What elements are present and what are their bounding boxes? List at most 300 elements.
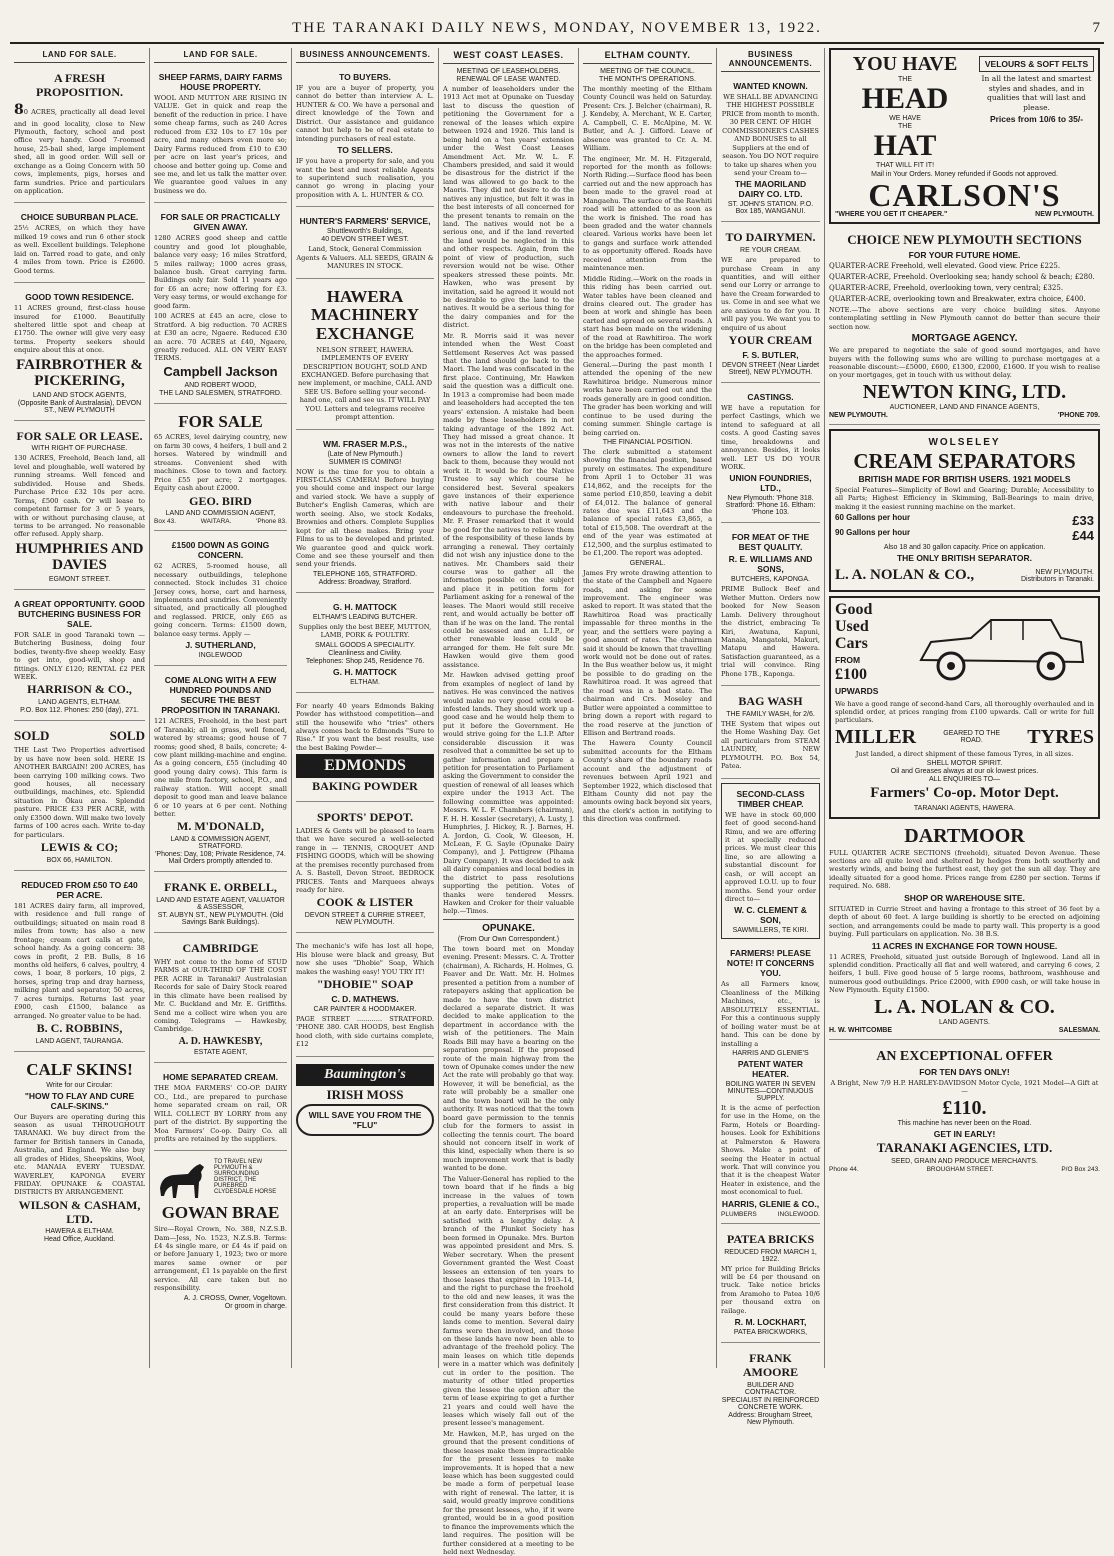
advertiser-address: 40 DEVON STREET WEST. [321, 236, 409, 244]
cars-price: £100 [835, 665, 867, 683]
advertiser-sub: BUILDER AND CONTRACTOR. [744, 1381, 797, 1396]
advertiser-name: WILSON & CASHAM, LTD. [18, 1197, 141, 1226]
advertiser-sub: LAND AND STOCK AGENTS, [32, 391, 127, 399]
brand-name: "DHOBIE" SOAP [316, 976, 414, 991]
column-header: LAND FOR SALE. [14, 48, 145, 63]
column-land-for-sale-2 [150, 48, 292, 1368]
ad-sheep-farms [154, 67, 287, 203]
ad-text: The mechanic's wife has lost all hope, His blouse were black and greasy, But now she uses "Dhobie" Soap, Which makes the washing easy! YOU TRY IT! [296, 942, 434, 976]
advertiser-sub: ESTATE AGENT, [193, 1049, 248, 1057]
advertiser-address: Address: Broadway, Stratford. [318, 578, 412, 586]
town: NEW PLYMOUTH. [829, 411, 888, 419]
advertiser-sub: BUTCHERS, KAPONGA. [731, 576, 810, 584]
ad-text: LADIES & Gents will be pleased to learn that we have secured a well-selected range in — TENNIS, CROQUET AND FISHING GOODS, which will be showing at the premises recently purchased from A. S. Bastell, Devon Street. BEDROCK PRICES. Tents and Marquees always ready for hire. [296, 826, 434, 894]
ad-text-2: SITUATED in Currie Street and having a frontage to this street of 36 feet by a depth of about 60 feet. A large building is shortly to be erected on adjoining section, and arrangements could be made to party wall. This property is a good buying. Full particulars on application. No. 38 B.S. [829, 904, 1100, 939]
salesman-row [829, 1027, 1100, 1034]
street: BROUGHAM STREET. [926, 1165, 994, 1173]
advertiser-name: FRANK AMOORE [742, 1351, 799, 1379]
ad-title: DARTMOOR [904, 824, 1025, 847]
town: NEW PLYMOUTH. [1035, 211, 1094, 218]
column-header: LAND FOR SALE. [154, 48, 287, 63]
price-range: Prices from 10/6 to 35/- [989, 114, 1084, 125]
ad-patea-bricks [721, 1228, 820, 1343]
page-number: 7 [1092, 20, 1100, 36]
article-paragraph: The monthly meeting of the Eltham County Council was held on Saturday. Present: Crs. J. Belcher (chairman), R. J. Kendeby, A. Merchant, W. E. Carter, A. Campbell, C. E. McAlpine, M. W. Butler, and A. J. Gifford. Leave of absence was granted to Cr. A. M. William. [583, 85, 712, 153]
advertiser-phone: 'Phones: Day, 108; Private Residence, 74. Mail Orders promptly attended to. [155, 851, 286, 866]
advertiser-name: R. E. WILLIAMS AND SONS, [728, 554, 813, 575]
ad-subtitle: BRITISH MADE FOR BRITISH USERS. 1921 MODELS [858, 473, 1071, 484]
ad-summer: SUMMER IS COMING! [328, 458, 402, 466]
ad-dairymen [721, 226, 820, 383]
ad-title: SHEEP FARMS, DAIRY FARMS HOUSE PROPERTY. [158, 72, 283, 92]
advertiser-address: (Opposite Bank of Australasia), DEVON ST., NEW PLYMOUTH [17, 399, 142, 414]
ad-dartmoor [829, 823, 1100, 1040]
ad-title: FOR MEAT OF THE BEST QUALITY. [731, 532, 810, 553]
advertiser-town: PATEA BRICKWORKS, [733, 1329, 808, 1337]
advertiser-sub: TARANAKI AGENTS, HAWERA. [913, 804, 1016, 812]
felts-text: In all the latest and smartest styles and shades, and in qualities that will last and please. [981, 74, 1092, 112]
car-illustration-icon [911, 602, 1091, 692]
ad-text: 181 ACRES dairy farm, all improved, with residence and full range of outbuildings; situated on main road 8 miles from town; has also a new frontage; cream cart calls at gate, school handy. As a going concern: 38 cows in profit, 2 P.B. Bulls, 8 16 months old heifers, 6 calves, poultry, 4 cows, 1 boar, 8 porkers, 10 pigs, 2 horses, spring trap and dray harness, milking plant and separator, 50 acres, 7 acres turnips. Returns last year £900, cash £1500, balance as arranged. No greater value to be had. [14, 901, 145, 1020]
advertiser-name: HARRIS AND GLENIE'S [732, 1049, 809, 1057]
advertiser-spec: SPECIALIST IN REINFORCED CONCRETE WORK. [721, 1396, 820, 1411]
cars-line: Used [835, 618, 869, 636]
ad-cambridge [154, 937, 287, 1063]
agent-sub: NEW PLYMOUTH. Distributors in Taranaki. [1020, 568, 1094, 583]
ad-subtitle: SHOP OR WAREHOUSE SITE. [904, 892, 1025, 903]
advertiser-contact [829, 412, 1100, 419]
ad-title: CREAM SEPARATORS [853, 448, 1076, 473]
ad-sections [829, 228, 1100, 425]
ad-irish-moss [296, 1061, 434, 1144]
advertiser-sub: AUCTIONEER, LAND AND FINANCE AGENTS, [889, 403, 1040, 411]
ad-title: HOME SEPARATED CREAM. [163, 1072, 278, 1083]
ad-text: A Bright, New 7/9 H.P. HARLEY-DAVIDSON Motor Cycle, 1921 Model—A Gift at— [830, 1078, 1099, 1096]
advertiser-sub: HAWERA & ELTHAM. [45, 1228, 114, 1236]
brand-logo: EDMONDS [296, 754, 434, 778]
box: Box 43. [154, 518, 177, 526]
section-note: NOTE.—The above sections are very choice building sites. Anyone contemplating settling in New Plymouth cannot do better than secure their section now. [829, 305, 1100, 331]
column-header: BUSINESS ANNOUNCEMENTS. [721, 48, 820, 72]
article-subhead: MEETING OF LEASEHOLDERS. [456, 68, 561, 75]
section-item: QUARTER-ACRE, overlooking town and Breakwater, extra choice, £400. [829, 294, 1086, 303]
ad-clean: Cleanliness and Civility. [328, 649, 402, 657]
ad-title: A GREAT OPPORTUNITY. GOOD BUTCHERING BUSINESS FOR SALE. [14, 598, 145, 629]
ad-text: WE are prepared to purchase Cream in any quantities, and will either send our Lorry or arrange to have the Cream forwarded to us. Come in and see what we are anxious to do for you. It will pay you. We want you to enquire of us about [721, 256, 820, 332]
article-title: OPUNAKE. [482, 922, 535, 934]
advertiser-sub: LAND AGENTS, ELTHAM. [38, 699, 121, 707]
advertiser-name: NEWTON KING, LTD. [862, 380, 1067, 403]
advertiser-name: Farmers' Co-op. Motor Dept. [870, 785, 1059, 802]
ad-text: We have a good range of second-hand Cars, all thoroughly overhauled and in splendid order, at prices ranging from £100 upwards. Call or write for full particulars. [835, 699, 1094, 725]
hat-layout [835, 54, 1094, 170]
article-subhead-2: THE MONTH'S OPERATIONS. [599, 76, 696, 83]
ad-title-2: YOUR CREAM [728, 333, 813, 348]
advertiser-phone: P.O. Box 112. Phones: 250 (day), 271. [20, 707, 139, 715]
ad-text: 121 ACRES, Freehold, in the best part of Taranaki; all in grass, well fenced, watered by streams; good house of 7 rooms; good shed, 8 bails, concrete; 4-cow plant milking-machine and engine. As a going concern, £55 (including 40 good young dairy cows). This farm is one mile from factory, school, P.O., and railway station. Will accept small deposit to good man and leave balance 6 or 10 years at 6 per cent. Nothing better. [154, 717, 287, 819]
hat-left [835, 54, 975, 170]
advertiser-office: Head Office, Auckland. [43, 1236, 116, 1244]
advertiser-name: A. D. HAWKESBY, [178, 1035, 263, 1047]
column-land-for-sale-1 [10, 48, 150, 1368]
advertiser-name: L. A. NOLAN & CO. [874, 995, 1055, 1018]
advertiser-town: INGLEWOOD [198, 652, 243, 660]
advertiser-address: DEVON STREET & CURRIE STREET, NEW PLYMOUTH. [304, 912, 426, 927]
ad-text: WOOL AND MUTTON ARE RISING IN VALUE. Get in quick and reap the benefit of the reduction in price. I have some cheap farms, such as 240 Acres reduced from £32 10s to £7 10s per acre, and many others even more so; Dairy Farms reduced from £10 to £30 per acre on last year's prices, and choose and better going up. Come and see me, and let us talk the matter over. We guarantee good values in any business we do. [154, 94, 287, 195]
capacity-price: £44 [1072, 528, 1094, 544]
price-row [835, 528, 1094, 543]
ad-title: HAWERA MACHINERY EXCHANGE [310, 286, 419, 343]
ad-text-2: 100 ACRES at £45 an acre, close to Stratford. A big reduction. 70 ACRES at £30 an acre, Ngaere. Reduced £30 an acre. 70 ACRES at £40, Ngaere, greatly reduced. ALL ON VERY EASY TERMS. [154, 312, 287, 363]
ad-subtitle-2: 11 ACRES IN EXCHANGE FOR TOWN HOUSE. [871, 940, 1058, 951]
article-paragraph: General.—During the past month I attended the opening of the new Rawhitiroa bridge. Numerous minor works have been carried out and the roads generally are in good condition. The grader has been working and will continue to be used during the coming summer. Shingle cartage is being carried on. [583, 361, 712, 437]
advertiser-sub: SAWMILLERS, TE KIRI. [732, 927, 809, 935]
article-paragraph: James Fry wrote drawing attention to the state of the Campbell and Ngaere roads, and asking for some improvement. The engineer was asked to report. It was stated that the Rawhitiroa Road was practically impassable for three months in the year, and the settlers were paying a good amount of rates. The chairman said it should be known that travelling work would not be done out of rates. In the Bus weather below us, it might be possible to do grading on the Rawhitiroa road. It was agreed that the road was in a bad state. The chairman and Crs. Moseley and Butler were appointed a committee to bring down a report with regard to the road reserve at the junction of Ellison and Bertrand roads. [583, 568, 713, 737]
enquiries: ALL ENQUIRIES TO— [928, 776, 1001, 784]
ad-text: WE have a reputation for perfect Castings, which we intend to safeguard at all costs. A good Casting saves time, breakdowns and annoyance. Besides, it looks well. LET US DO YOUR WORK. [721, 403, 820, 471]
article-paragraph: The engineer, Mr. M. H. Fitzgerald, reported for the month as follows: North Riding.—Surface flood has been carried out and the new approach has been made to the gravel road at Mangaehu. The surface of the Rawhiti road will be attended to as soon as the work is finished. The road has been graded and the water channels cleared. Various works have been let to gangs and surface work attended to as opportunity offered. Roads have received attention from the maintenance men. [583, 154, 713, 273]
ad-text: 11 ACRES ground, first-class house insured for £1000. Beautifully sheltered little spot and cheap at £1750. The owner will give very easy terms. Property seekers should enquire about this at once. [14, 304, 145, 355]
ad-text: WE SHALL BE ADVANCING THE HIGHEST POSSIBLE PRICE from month to month. 30 PER CENT. OF HIGH COMMISSIONER'S CASHES AND BONUSES to all Suppliers at the end of season. You DO NOT require to take up shares when you send your Cream to— [721, 93, 820, 177]
ad-subtitle: REDUCED FROM MARCH 1, 1922. [724, 1248, 817, 1263]
ad-small-goods: SMALL GOODS A SPECIALITY. [315, 641, 415, 649]
advertiser-name: LEWIS & CO; [40, 840, 119, 855]
advertiser-name: HUMPHRIES AND DAVIES [15, 540, 144, 574]
article-paragraph: The clerk submitted a statement showing the financial position, based purely on estimates. The expenditure from April 1 to October 31 was £14,862, and the receipts for the same period £10,850, leaving a debit of £4,012. The balance of general rates due was £11,643 and the balance of special rates £3,865, a total of £15,508. The overdraft at the end of the year was estimated at £12,500, and the surplus estimated to be £1,200. The report was adopted. [583, 447, 712, 558]
horse-intro: TO TRAVEL NEW PLYMOUTH & SURROUNDING DISTRICT, THE PUREBRED CLYDESDALE HORSE [214, 1159, 277, 1196]
ad-text: 1280 ACRES good sheep and cattle country and good lot ploughable, balance very easy; 16 miles Stratford, 5 miles railway; 1000 acres grass, balance bush. Great carrying farm. Buildings only fair. Sold 11 years ago for £6 an acre; now offering for £3. Very easy terms, or would exchange for good farm. [154, 234, 287, 310]
ad-title: ELTHAM'S LEADING BUTCHER. [312, 613, 418, 621]
ad-quote: "HOW TO FLAY AND CURE CALF-SKINS." [24, 1090, 135, 1111]
advertiser-name: W. C. CLEMENT & SON, [734, 905, 807, 926]
ad-butchering [14, 594, 145, 721]
hat-line: THE [898, 76, 912, 83]
shell-spirit: SHELL MOTOR SPIRIT. [926, 760, 1003, 768]
offer-note: This machine has never been on the Road. [897, 1119, 1032, 1127]
advertiser-phone: TELEPHONE 165, STRATFORD. [312, 570, 418, 578]
cars-line: Cars [835, 635, 868, 653]
ad-text: Special Features—Simplicity of Bowl and Gearing; Durable; Accessibility to all Parts; Highest Efficiency in Skimming, Ball-Bearings to main drive, making it the easiest running machine on the market. [835, 485, 1094, 511]
ad-dhobie [296, 937, 434, 1056]
advertiser-sub: SEED, GRAIN AND PRODUCE MERCHANTS. [891, 1157, 1038, 1165]
tyre-slogan: GEARED TO THE ROAD. [943, 730, 1001, 745]
ad-mattock [296, 597, 434, 693]
advertiser-sub: LAND AND ESTATE AGENT, VALUATOR & ASSESSOR, [156, 897, 285, 912]
ad-text: For nearly 40 years Edmonds Baking Powder has withstood competition—and still the housewife who "tries" others always comes back to Edmonds "Sure to Rise." If you want the best results, use the best Baking Powder— [296, 701, 434, 752]
divider [443, 919, 574, 920]
ad-timber [721, 783, 820, 940]
salesman-label: SALESMAN. [1058, 1026, 1100, 1034]
ad-title: FOR SALE OR PRACTICALLY GIVEN AWAY. [160, 212, 281, 233]
sold-left: SOLD [14, 728, 50, 744]
advertiser-sub: LAND & COMMISSION AGENT, STRATFORD. [170, 836, 271, 851]
ad-orbell [154, 876, 287, 933]
hat-line: HEAD [861, 82, 949, 115]
article-paragraph: A number of leaseholders under the 1913 Act met at Opunake on Tuesday last to discuss the question of petitioning the Government for a renewal of the leases which expire between 1924 and 1926. This land is being held on a 'ten years' extension under the West Coast Leases Amendment Act. Mr. W. L. F. Chambers presided, and said it would be disastrous for the district if the land was allowed to go back to the Maoris. They did not desire to do the natives any injustice, but felt it was in the best interests of all concerned for the present tenants to remain on the land. The natives would not be a serious one, and if the land reverted the land would be neglected in this and other respects. Again, from the point of view of production, such reversion would not be wise. Other speakers stressed these points. Mr. Hawken, who was present by invitation, said he agreed it would not be desirable to give the land to the natives. It would be a serious thing for the dairy companies and for the district. [443, 85, 574, 330]
horse-icon [154, 1158, 210, 1202]
ad-subtitle: WITH RIGHT OF PURCHASE. [31, 445, 128, 453]
advertiser-name: M. M'DONALD, [177, 819, 264, 834]
article-subhead-4: GENERAL. [629, 559, 666, 567]
tyre-word: TYRES [1027, 725, 1094, 748]
article-subhead-2: RENEWAL OF LEASE WANTED. [456, 76, 561, 83]
ad-text: WHY not come to the home of STUD FARMS at OUR-THIRD OF THE COST PER ACRE in Taranaki? Australasian Records for sale of Dairy Stock reared in this climate have been realised by Mr. C. Buckland and Mr. E. Griffiths. Send me a collect wire when you are coming. Telegrams — Hawkesby, Cambridge. [154, 957, 287, 1034]
ad-text-3: 11 ACRES, Freehold, situated just outside Borough of Inglewood. Land all in splendid condition. Practically all flat and well watered, and carrying 6 cows, 2 heifers, 1 bull. Five good house of 5 large rooms, bathroom, washhouse and numerous good outbuildings. Price £2000, with £900 cash, or will take house in New Plymouth. Equity £1500. [829, 952, 1100, 995]
groom: Or groom in charge. [224, 1302, 287, 1310]
sold-right: SOLD [109, 728, 145, 744]
ad-text-2: IF you have a property for sale, and you want the best and most reliable Agents to superintend such realisation, you cannot go wrong in placing your proposition with A. L. HUNTER & CO. [296, 157, 434, 199]
offer-early: GET IN EARLY! [933, 1128, 996, 1139]
ad-side: THE FAMILY WASH, for 2/6. [726, 711, 815, 719]
advertiser-sub: LAND AGENT, TAURANGA. [35, 1037, 124, 1045]
ad-text: THE System that wipes out the Home Washing Day. Get all particulars from STEAM LAUNDRY, NEW PLYMOUTH. P.O. Box 54, Patea. [721, 720, 820, 771]
advertiser-name-2: G. H. MATTOCK [333, 666, 397, 677]
advertiser-address: ST. AUBYN ST., NEW PLYMOUTH. (Old Savings Bank Buildings). [157, 912, 284, 927]
cars-from: FROM [835, 654, 861, 665]
town: INGLEWOOD. [777, 1210, 820, 1218]
tyres-row [835, 727, 1094, 748]
ad-text: PRIME Bullock Beef and Wether Mutton. Orders now booked for New Season Lamb. Delivery throughout the district, embracing Te Kiri, Awatuna, Kapuni, Manaia, Mangatoki, Makuri, Matapu and Hawera. Satisfaction guaranteed, as a trial will convince. Ring Phone 17B., Kaponga. [721, 585, 820, 678]
column-eltham-county [579, 48, 717, 1368]
ad-title: CHOICE NEW PLYMOUTH SECTIONS [847, 232, 1082, 247]
advertiser-name: B. C. ROBBINS, [36, 1021, 123, 1036]
ad-sports-depot [296, 806, 434, 933]
ad-calf-skins [14, 1056, 145, 1250]
capacity-label: 90 Gallons per hour [835, 528, 911, 538]
advertiser-phone: Telephones: Shop 245, Residence 76. [305, 657, 425, 665]
ad-fraser [296, 434, 434, 593]
ad-text-2: It is the acme of perfection for use in the Home, on the Farm, Hotels or Boarding-houses. Look for Exhibitions at Palmerston & Hawera Shows. Make a point of seeing the Heater in actual work. That will convince you that it is the cheapest Water Heater in existence, and the most economical to fuel. [721, 1103, 820, 1197]
ad-text: THE MOA FARMERS' CO-OP. DAIRY CO., Ltd., are prepared to purchase home separated cream on rail, OR WILL COLLECT BY LORRY from any part of the district. By supporting the Moa Farmers' Co-op. Dairy Co. all profits are retained by the suppliers. [154, 1084, 287, 1143]
also-text: Also 18 and 30 gallon capacity. Price on application. [883, 544, 1046, 552]
ad-text: NELSON STREET, HAWERA. IMPLEMENTS OF EVERY DESCRIPTION BOUGHT, SOLD AND EXCHANGED. Before purchasing that new implement, or machine, CALL AND SEE US. Before selling your second-hand one, call and see us. IT WILL PAY YOU. Letters and telegrams receive prompt attention. [298, 345, 432, 422]
ad-title: £1500 DOWN AS GOING CONCERN. [171, 540, 270, 561]
column-business-1 [292, 48, 439, 1368]
ad-title: TO BUYERS. [339, 72, 391, 82]
agent-name: L. A. NOLAN & CO., [835, 567, 975, 584]
ad-title-2: TO SELLERS. [337, 145, 393, 156]
ad-castings [721, 387, 820, 524]
advertiser-name: FAIRBROTHER & PICKERING, [16, 356, 143, 390]
ad-hunters [296, 211, 434, 278]
hat-line: YOU HAVE [852, 53, 958, 75]
advertiser-name-2: HARRIS, GLENIE & CO., [721, 1198, 820, 1209]
advertiser-name: THE MAORILAND DAIRY CO. LTD. [734, 179, 807, 200]
ad-title: GOOD TOWN RESIDENCE. [25, 292, 134, 303]
advertiser-address: EGMONT STREET. [48, 575, 111, 583]
ad-for-sale [154, 408, 287, 532]
section-item: QUARTER-ACRE, Freehold. Overlooking sea; handy school & beach; £280. [829, 272, 1095, 281]
column-header: WEST COAST LEASES. [443, 48, 574, 64]
cars-upwards: UPWARDS [835, 685, 879, 696]
masthead-title: THE TARANAKI DAILY NEWS, MONDAY, NOVEMBER 13, 1922. [292, 20, 822, 36]
article-byline: (From Our Own Correspondent.) [457, 935, 560, 943]
advertiser-sub: AND ROBERT WOOD, [184, 381, 257, 389]
product-title: PATENT WATER HEATER. [737, 1058, 804, 1079]
columns [10, 48, 1104, 1556]
advertiser-town: ELTHAM. [350, 678, 380, 686]
ad-title: CALF SKINS! [26, 1059, 133, 1079]
advertiser-name: FRANK E. ORBELL, [164, 880, 277, 895]
ad-subtitle: FOR YOUR FUTURE HOME. [908, 249, 1021, 260]
ad-text: IF you are a buyer of property, you cannot do better than interview A. L. HUNTER & CO. We have a personal and direct knowledge of the Town and District. Our assistance and guidance cannot but help to be of real estate to intending purchasers of real estate. [296, 84, 434, 143]
town: WAITARA. [200, 518, 232, 526]
ad-title: FOR SALE OR LEASE. [16, 428, 143, 443]
ad-come-along [154, 670, 287, 872]
advertiser-sub: LAND AGENTS. [939, 1018, 990, 1026]
advertiser-name: TARANAKI AGENCIES, LTD. [876, 1139, 1053, 1155]
ad-wolseley [829, 429, 1100, 593]
advertiser-contact [829, 1166, 1100, 1173]
ad-text: 80 ACRES, practically all dead level and in good locality, close to New Plymouth, factory, school and post office very handy. Good 7-roomed house, 25-bail shed, large implement shed, all in good order. Will sell or exchange as a Going Concern with 50 cows, implements, pigs, horses and farm sundries. Price and particulars on application. [14, 101, 145, 195]
ad-text: Land, Stock, General Commission Agents & Valuers. ALL SEEDS, GRAIN & MANURES IN STOCK. [296, 245, 434, 271]
product-sub: BOILING WATER IN SEVEN MINUTES—CONTINUOUS SUPPLY. [725, 1080, 816, 1102]
ad-text: NOW is the time for you to obtain a FIRST-CLASS CAMERA! Before buying you should come and inspect our large and varied stock. We have a supply of Butcher's English Cameras, which are worth seeing. Also, we stock Kodaks, Brownies and others. Complete Supplies kept for all these makes. Bring your Films to us to be developed and printed. We guarantee good and quick work. Come and see these yourself and then send your friends. [296, 467, 434, 569]
ad-title: SECOND-CLASS TIMBER CHEAP. [736, 788, 805, 809]
advertiser-sub: LAND AND COMMISSION AGENT, [165, 510, 276, 518]
ad-going-concern [154, 535, 287, 666]
advertiser-name: F. S. BUTLER, [742, 349, 799, 360]
ad-text: THE Last Two Properties advertised by us have now been sold. HERE IS ANOTHER BARGAIN! 200 ACRES, has been carrying 100 milking cows. Two good houses, all necessary outbuildings, machines, etc. Splendid situation in Ōkau area. Splendid pasture. PRICE £33 PER ACRE, with only £3500 down. Will make two lovely farms of 100 acres each. Write to-day for particulars. [14, 746, 145, 839]
ad-title: BAG WASH [738, 694, 803, 709]
ad-text: WE have in stock 60,000 feet of good second-hand Rimu, and we are offering it at specially reduced prices. We must clear this line, so are allowing a substantial discount for cash, or will accept an approved I.O.U. up to four months. Send your order direct to— [725, 810, 816, 904]
product-slogan: WILL SAVE YOU FROM THE "FLU" [296, 1104, 434, 1136]
masthead [10, 20, 1104, 44]
owner: A. J. CROSS, Owner, Vogeltown. [183, 1294, 287, 1302]
ad-wanted-known [721, 76, 820, 222]
advertiser-sub-2 [721, 1211, 820, 1218]
ad-title: REDUCED FROM £50 TO £40 PER ACRE. [21, 879, 138, 900]
mortgage-text: We are prepared to negotiate the sale of good sound mortgages, and have buyers with the following sums who are willing to purchase mortgages at a reasonable discount:—£5000, £600, £1300, £2000, £1600. If you wish to realise on your mortgages, get in touch with us without delay. [829, 346, 1100, 380]
cars-top [835, 602, 1094, 697]
horse-block [154, 1158, 287, 1202]
advertiser-name: G. H. MATTOCK [333, 601, 397, 612]
advertiser-address: Address: Brougham Street, New Plymouth. [728, 1411, 813, 1426]
product-name: IRISH MOSS [326, 1086, 404, 1102]
advertiser-sub: (Late of New Plymouth.) [327, 450, 403, 458]
ad-text: 130 ACRES, Freehold, Beach land, all level and ploughable, well watered by running streams. Well fenced and subdivided. House and Sheds. Purchase Price £32 10s per acre. Terms, £500 cash. Or will lease to competent farmer for 3 or 5 years, with or without purchasing clause, at terms to be arranged. No reasonable offer refused. Apply sharp. [14, 454, 145, 539]
ad-sold [14, 725, 145, 871]
ad-subtitle: RE YOUR CREAM. [740, 247, 801, 255]
agent-row [835, 565, 1094, 586]
hat-line: THAT WILL FIT IT! [875, 162, 935, 169]
cars-line: Good [835, 601, 873, 619]
ad-practically-given [154, 207, 287, 404]
ad-edmonds [296, 697, 434, 802]
capacity-label: 60 Gallons per hour [835, 513, 911, 523]
advertiser-box: BOX 66, HAMILTON. [46, 856, 113, 864]
ad-title: SPORTS' DEPOT. [316, 810, 414, 825]
mail-orders: Mail in Your Orders. Money refunded if Goods not approved. [871, 171, 1058, 178]
slogan: "WHERE YOU GET IT CHEAPER." [835, 211, 948, 218]
horse-name: GOWAN BRAE [161, 1203, 280, 1223]
price-row [835, 513, 1094, 528]
ad-sale-or-lease [14, 425, 145, 590]
ad-text: Supplies only the best BEEF, MUTTON, LAMB, PORK & POULTRY. [298, 622, 432, 640]
ad-used-cars [829, 596, 1100, 818]
ad-text: FOR SALE in good Taranaki town — Butchering Business, doing four bodies, twenty-five sheep weekly. Easy to get into, good-will, shop and fittings. ONLY £120; RENTAL £2 PER WEEK. [14, 630, 145, 682]
advertiser-name: WM. FRASER M.P.S., [323, 438, 407, 449]
ad-fresh-proposition [14, 67, 145, 203]
tyres-text: Just landed, a direct shipment of these famous Tyres, in all sizes. [855, 749, 1074, 758]
ad-town-residence [14, 287, 145, 421]
sold-header [14, 728, 145, 744]
ad-title: PATEA BRICKS [726, 1231, 815, 1246]
cars-left [835, 602, 905, 697]
article-subhead-3: THE FINANCIAL POSITION. [602, 438, 693, 446]
ad-exceptional-offer [829, 1044, 1100, 1178]
ad-text: Sire—Royal Crown, No. 388, N.Z.S.B. Dam—Jess, No. 1523, N.Z.S.B. Terms: £4 4s single mare, or £4 4s if paid on or before January 1, 1923; two or more mares same owner or per arrangement, £1 1s payable on the first service. All care taken but no responsibility. [154, 1225, 287, 1293]
ad-text: Our Buyers are operating during this season as usual THROUGHOUT TARANAKI. We buy direct from the farmer for British tanners in Canada, Australia, and England. We also buy all grades of Hides, Sheepskins, Wool, etc. MANAIA EVERY TUESDAY. WAVERLEY, KAPONGA EVERY FRIDAY. OPUNAKE & COASTAL DISTRICTS BY ARRANGEMENT. [14, 1112, 145, 1197]
ad-subtitle: FOR TEN DAYS ONLY! [919, 1066, 1010, 1077]
ad-title: CHOICE SUBURBAN PLACE. [20, 212, 139, 223]
article-subhead: MEETING OF THE COUNCIL. [600, 68, 695, 75]
column-header: ELTHAM COUNTY. [583, 48, 712, 64]
advertiser-name: COOK & LISTER [316, 895, 414, 910]
ad-separated-cream [154, 1067, 287, 1151]
ad-meat [721, 527, 820, 686]
advertiser-name: GEO. BIRD [189, 493, 252, 508]
phone: 'PHONE 709. [1057, 411, 1100, 419]
hat-line: WE HAVE [889, 115, 921, 122]
ad-title: COME ALONG WITH A FEW HUNDRED POUNDS AND SECURE THE BEST PROPOSITION IN TARANAKI. [161, 675, 280, 716]
article-paragraph: The Valuer-General has replied to the town board that if he finds a big increase in the values of town properties, a revaluation will be made at an early date. Enterprises will be satisfied with a lengthy delay. A branch of the Plunket Society has been formed in Opunake. Mrs. Burton was appointed president and Mrs. S. Weber secretary. When the present Government granted the West Coast lessees an extension of ten years to those leases that expired in 1913–14, and the right to purchase the freehold to the old and new leases, it was the first consideration from this district. It could be many years before these lands come to mention. Several dairy farms were then involved, and those on these lands have now been able to advantage of the freehold policy. The main leases on which title depends were in a matter which was definitely cut in order to the position. The maturity of other titled properties given the lessee the option after the term of lease expiring to get a further 21 years and could well have the leases which wisely fall out of the present lessee's management. [443, 1174, 574, 1428]
advertiser-name: C. D. MATHEWS. [331, 993, 399, 1004]
article-paragraph: Mr. Hawken advised getting proof from examples of neglect of land by natives. He was convinced the natives would make no very good with weed-infested lands. They should work up a good case and he would help them to put it before the Government. He would strive going for the L.I.P. After considerable discussion it was resolved that a committee be set up to gather information and prepare a petition for presentation to Parliament asking the Government to consider the question of renewal of all leases which expire under the 1913 Act. The following committee was appointed: Messrs. W. L. F. Chambers (chairman), F. H. H. Kessler (secretary), A. Lusty, J. Humphries, J. Hickey, R. J. Barnes, H. A. Jordon, G. Cook, W. Gleeson, H. McLean, F. G. Sayle (Opunake Dairy Company), and J. Pettigrew (Pihama Dairy Company). It was decided to ask all dairy companies and local bodies in the district to pass resolutions supporting the petition. Votes of thanks were tendered Messrs. Hawken and Croker for their valuable help.—Times. [443, 671, 574, 916]
ad-text-2: PAGE STREET ............ STRATFORD. 'PHONE 380. CAR HOODS, best English hood cloth, with side curtains complete, £12 [296, 1014, 434, 1049]
section-item: QUARTER-ACRE, Freehold, overlooking town, very central; £325. [829, 283, 1064, 292]
article-paragraph: Middle Riding.—Work on the roads in this riding has been carried out. Water tables have been cleaned and drains cleared out. The grader has been at work and shingle has been carted and spread on several roads. A start has been made on the widening of the road at Rawhitiroa. The work on the bridge has been completed and the approaches formed. [583, 274, 712, 359]
advertiser-address: DEVON STREET (Near Liardet Street), NEW PLYMOUTH. [721, 361, 820, 376]
column-business-2 [717, 48, 825, 1426]
article-paragraph: Mr. Hawken, M.P., has urged on the ground that the present conditions of these leases make them impracticable for the present lessees to make improvements. It is hoped that a new lease which has been suggested could be made a form of perpetual lease with right of renewal. The latter, it is said, would greatly improve conditions for the present lessees, who, if it were granted, would be in a good position to finance the improvements which the land requires. The position will be further considered at a meeting to be held next Wednesday. [443, 1429, 574, 1556]
section-item: QUARTER-ACRE Freehold, well elevated. Good view. Price £225. [829, 261, 1061, 270]
felts-label: VELOURS & SOFT FELTS [979, 56, 1094, 72]
hat-right [979, 54, 1094, 170]
ad-suburban [14, 207, 145, 283]
only-british: THE ONLY BRITISH SEPARATOR. [896, 553, 1033, 564]
phone: 'Phone 83. [256, 518, 287, 526]
article-paragraph: Mr. R. Morris said it was never intended when the West Coast Settlement Reserves Act was passed that the land should go back to the Maori. The land was confiscated in the first place. Continuing, Mr. Hawken said the question was a difficult one. In 1913 a compromise had been made and leaseholders had accepted the ten years' extension. A mistake had been made by these leaseholders in not taking advantage of the 1892 Act. They had missed a great chance. It was not in the interests of the native owners to allow the land to revert back to them, because they would not work it. It would be for the Native Trustee to say which course he considered best. Several speakers gave instances of their experience with native labour and their endeavours to purchase the freehold. Mr. F. Fraser remarked that it would be good for the natives to relieve them of the responsibility of these lands by arranging a renewal. They certainly did not wish any injustice done to the natives. Mr. Chambers said their course was to gather all the information possible on the subject and place it in petition form for Parliament asking for a renewal of the leases. The Maori would still receive rent, and would actually be better off than if he was on the land. The rental could be assessed and an L.I.P., or other renewable lease could be arranged for them. He felt sure Mr. Hawken would give them good assistance. [443, 331, 574, 669]
brand-name: CARLSON'S [868, 177, 1061, 213]
capacity-price: £33 [1072, 513, 1094, 529]
mortgage-title: MORTGAGE AGENCY. [911, 333, 1018, 345]
ad-amoore [721, 1347, 820, 1432]
ad-title: FOR SALE [178, 411, 263, 431]
advertiser-name: UNION FOUNDRIES, LTD., [729, 473, 812, 494]
article-paragraph: The town board met on Monday evening. Present: Messrs. C. A. Trotter (chairman), A. Richards, H. Holmes, G. Feaver and Dr. Watt. Mr. H. Holmes presented a petition from a number of ratepayers asking that application be made to have the town district declared a separate district. It was decided to make application to the department in accordance with the wish of the petitioners. The Main Roads Bill may have a bearing on the separation proposal. If the proposed route of the main highway from the town of Opunake comes under the new Act the rate will probably go that way. However, it will be beneficial, as the rate will probably be a smaller one and the town board will be the only authority. It was noticed that the town board gave permission to the tennis club for the formers to assist in collecting the tennis court. The board should not concern itself in work of this kind, especially when there is so much improvement work that is badly wanted to be done. [443, 944, 575, 1173]
ad-text: MY price for Building Bricks will be £4 per thousand on truck. Take notice bricks from Aramoho to Patea 10/6 per thousand extra on railage. [721, 1264, 820, 1315]
brand-product: BAKING POWDER [312, 779, 418, 794]
advertiser-address: THE LAND SALESMEN, STRATFORD. [159, 389, 282, 397]
article-paragraph: The Hawera County Council submitted accounts for the Eltham County's share of the boundary roads account and the adjustment of revenues between April 1921 and September 1922, which disclosed that Eltham County did not pay the amounts owing back beyond six years, and the clerk's action in notifying to this direction was confirmed. [583, 739, 712, 824]
ad-reduced [14, 875, 145, 1052]
ad-carlsons [829, 48, 1100, 224]
ad-hawera-machinery [296, 283, 434, 430]
oil-text: Oil and Greases always at our ok lowest prices. [890, 768, 1039, 776]
ad-text: 65 ACRES, level dairying country, new on farm 30 cows, 4 heifers, 1 bull and 2 horses. Watered by windmill and streams. Convenient shed with machines. Close to town and factory. Price £55 per acre; 2 mortgages. Equity cash about £2000. [154, 433, 287, 493]
ad-title: A FRESH PROPOSITION. [35, 71, 123, 99]
phone: Phone 44. [829, 1165, 859, 1173]
brand-logo: Baumington's [296, 1064, 434, 1086]
advertiser-address: ST. JOHN'S STATION. P.O. Box 185, WANGANUI. [727, 201, 814, 216]
brand-name: WOLSELEY [928, 436, 1001, 448]
ad-text: 62 ACRES, 5-roomed house, all necessary outbuildings, telephone connected. Stock includes 31 choice Jersey cows, horse, cart and harness, implements and sundries. Conveniently situated, and practically all ploughed and reglassed. PRICE, only £65 as going concern. Terms: £1500 down, balance easy terms. Apply — [154, 562, 287, 638]
ad-buyers-sellers [296, 67, 434, 207]
ad-title: FARMERS! PLEASE NOTE! IT CONCERNS YOU. [726, 948, 815, 979]
ad-title: WANTED KNOWN. [733, 81, 808, 91]
plumbers: PLUMBERS [721, 1210, 757, 1218]
